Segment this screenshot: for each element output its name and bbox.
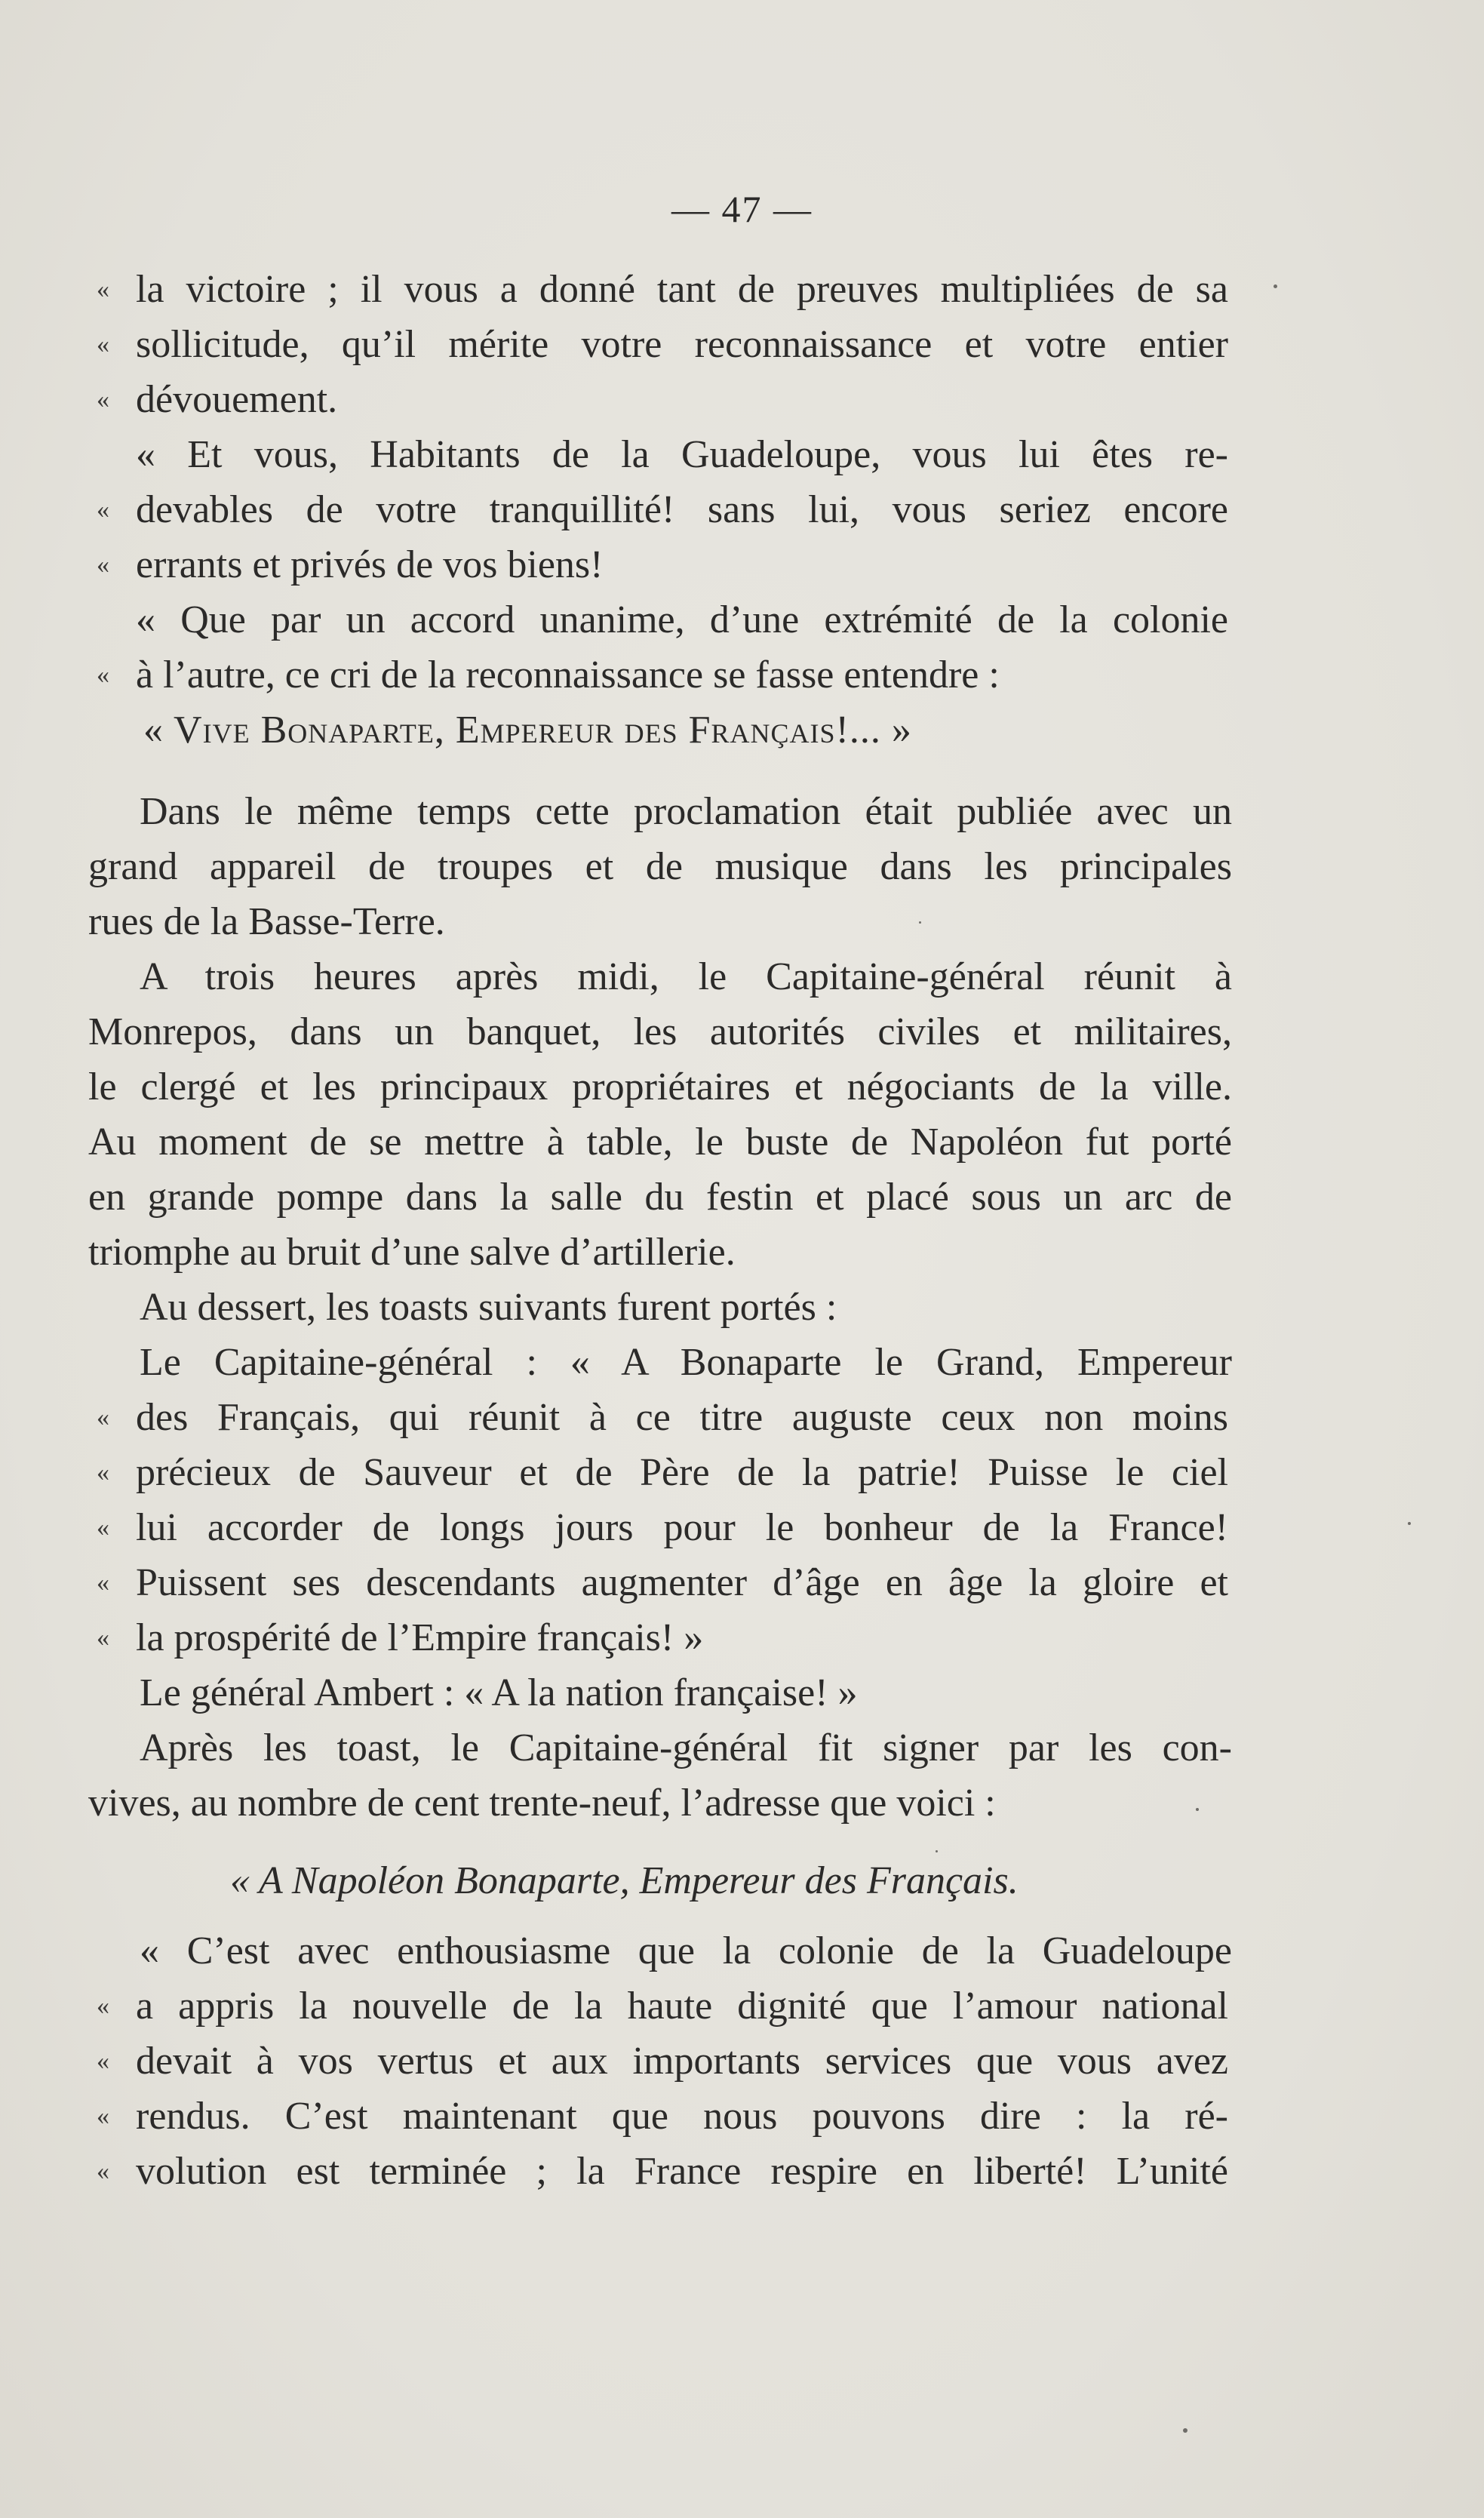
text-line: A trois heures après midi, le Capitaine-général réunit à: [140, 955, 1232, 998]
text-line: en grande pompe dans la salle du festin et placé sous un arc de: [88, 1176, 1232, 1219]
text-line: « Et vous, Habitants de la Guadeloupe, vous lui êtes re-: [136, 433, 1228, 476]
paper-speck: [1408, 1522, 1411, 1525]
text-line: Au dessert, les toasts suivants furent portés :: [140, 1286, 837, 1329]
text-line: à l’autre, ce cri de la reconnaissance se fasse entendre :: [136, 653, 1000, 696]
text-line: Après les toast, le Capitaine-général fit signer par les con-: [140, 1726, 1232, 1769]
text-line: « Que par un accord unanime, d’une extrémité de la colonie: [136, 598, 1228, 641]
margin-quote-mark: «: [97, 331, 109, 358]
text-line: sollicitude, qu’il mérite votre reconnaissance et votre entier: [136, 323, 1228, 366]
margin-quote-mark: «: [97, 2047, 109, 2075]
margin-quote-mark: «: [97, 661, 109, 689]
text-line: errants et privés de vos biens!: [136, 543, 604, 586]
margin-quote-mark: «: [97, 1459, 109, 1487]
margin-quote-mark: «: [97, 551, 109, 579]
text-line: rues de la Basse-Terre.: [88, 900, 445, 943]
page-number: — 47 —: [671, 188, 813, 230]
text-line: le clergé et les principaux propriétaires et négociants de la ville.: [88, 1065, 1232, 1108]
text-line: dévouement.: [136, 378, 338, 421]
margin-quote-mark: «: [97, 1404, 109, 1431]
text-line: lui accorder de longs jours pour le bonheur de la France!: [136, 1506, 1228, 1549]
text-line: Dans le même temps cette proclamation était publiée avec un: [140, 790, 1232, 833]
text-line: la victoire ; il vous a donné tant de preuves multipliées de sa: [136, 268, 1228, 311]
text-line: « C’est avec enthousiasme que la colonie de la Guadeloupe: [140, 1929, 1232, 1972]
margin-quote-mark: «: [97, 1624, 109, 1652]
text-line: vives, au nombre de cent trente-neuf, l’adresse que voici :: [88, 1782, 996, 1825]
margin-quote-mark: «: [97, 1514, 109, 1542]
margin-quote-mark: «: [97, 1569, 109, 1597]
margin-quote-mark: «: [97, 1992, 109, 2020]
text-line: devait à vos vertus et aux importants services que vous avez: [136, 2040, 1228, 2083]
margin-quote-mark: «: [97, 275, 109, 303]
text-line: triomphe au bruit d’une salve d’artillerie.: [88, 1231, 736, 1274]
text-line: la prospérité de l’Empire français! »: [136, 1616, 704, 1659]
text-line: des Français, qui réunit à ce titre auguste ceux non moins: [136, 1396, 1228, 1439]
text-line: rendus. C’est maintenant que nous pouvons dire : la ré-: [136, 2095, 1228, 2138]
paper-speck: [1274, 284, 1277, 288]
text-line: Le général Ambert : « A la nation française! »: [140, 1671, 858, 1714]
margin-quote-mark: «: [97, 2102, 109, 2130]
text-line: Monrepos, dans un banquet, les autorités civiles et militaires,: [88, 1010, 1232, 1053]
margin-quote-mark: «: [97, 386, 109, 414]
text-line: Puissent ses descendants augmenter d’âge en âge la gloire et: [136, 1561, 1228, 1604]
text-line: Le Capitaine-général : « A Bonaparte le Grand, Empereur: [140, 1341, 1232, 1384]
margin-quote-mark: «: [97, 496, 109, 524]
text-line: devables de votre tranquillité! sans lui, vous seriez encore: [136, 488, 1228, 531]
text-line: grand appareil de troupes et de musique dans les principales: [88, 845, 1232, 888]
paper-speck: [919, 921, 921, 924]
paper-speck: [1196, 1808, 1199, 1811]
text-line: a appris la nouvelle de la haute dignité que l’amour national: [136, 1985, 1228, 2028]
paper-speck: [936, 1850, 938, 1852]
text-line: Au moment de se mettre à table, le buste de Napoléon fut porté: [88, 1121, 1232, 1164]
margin-quote-mark: «: [97, 2157, 109, 2185]
text-line: précieux de Sauveur et de Père de la patrie! Puisse le ciel: [136, 1451, 1228, 1494]
text-line: « Vive Bonaparte, Empereur des Français!... »: [143, 709, 912, 752]
paper-speck: [1183, 2428, 1188, 2433]
text-line: « A Napoléon Bonaparte, Empereur des Français.: [230, 1859, 1019, 1902]
text-line: volution est terminée ; la France respire en liberté! L’unité: [136, 2150, 1228, 2193]
